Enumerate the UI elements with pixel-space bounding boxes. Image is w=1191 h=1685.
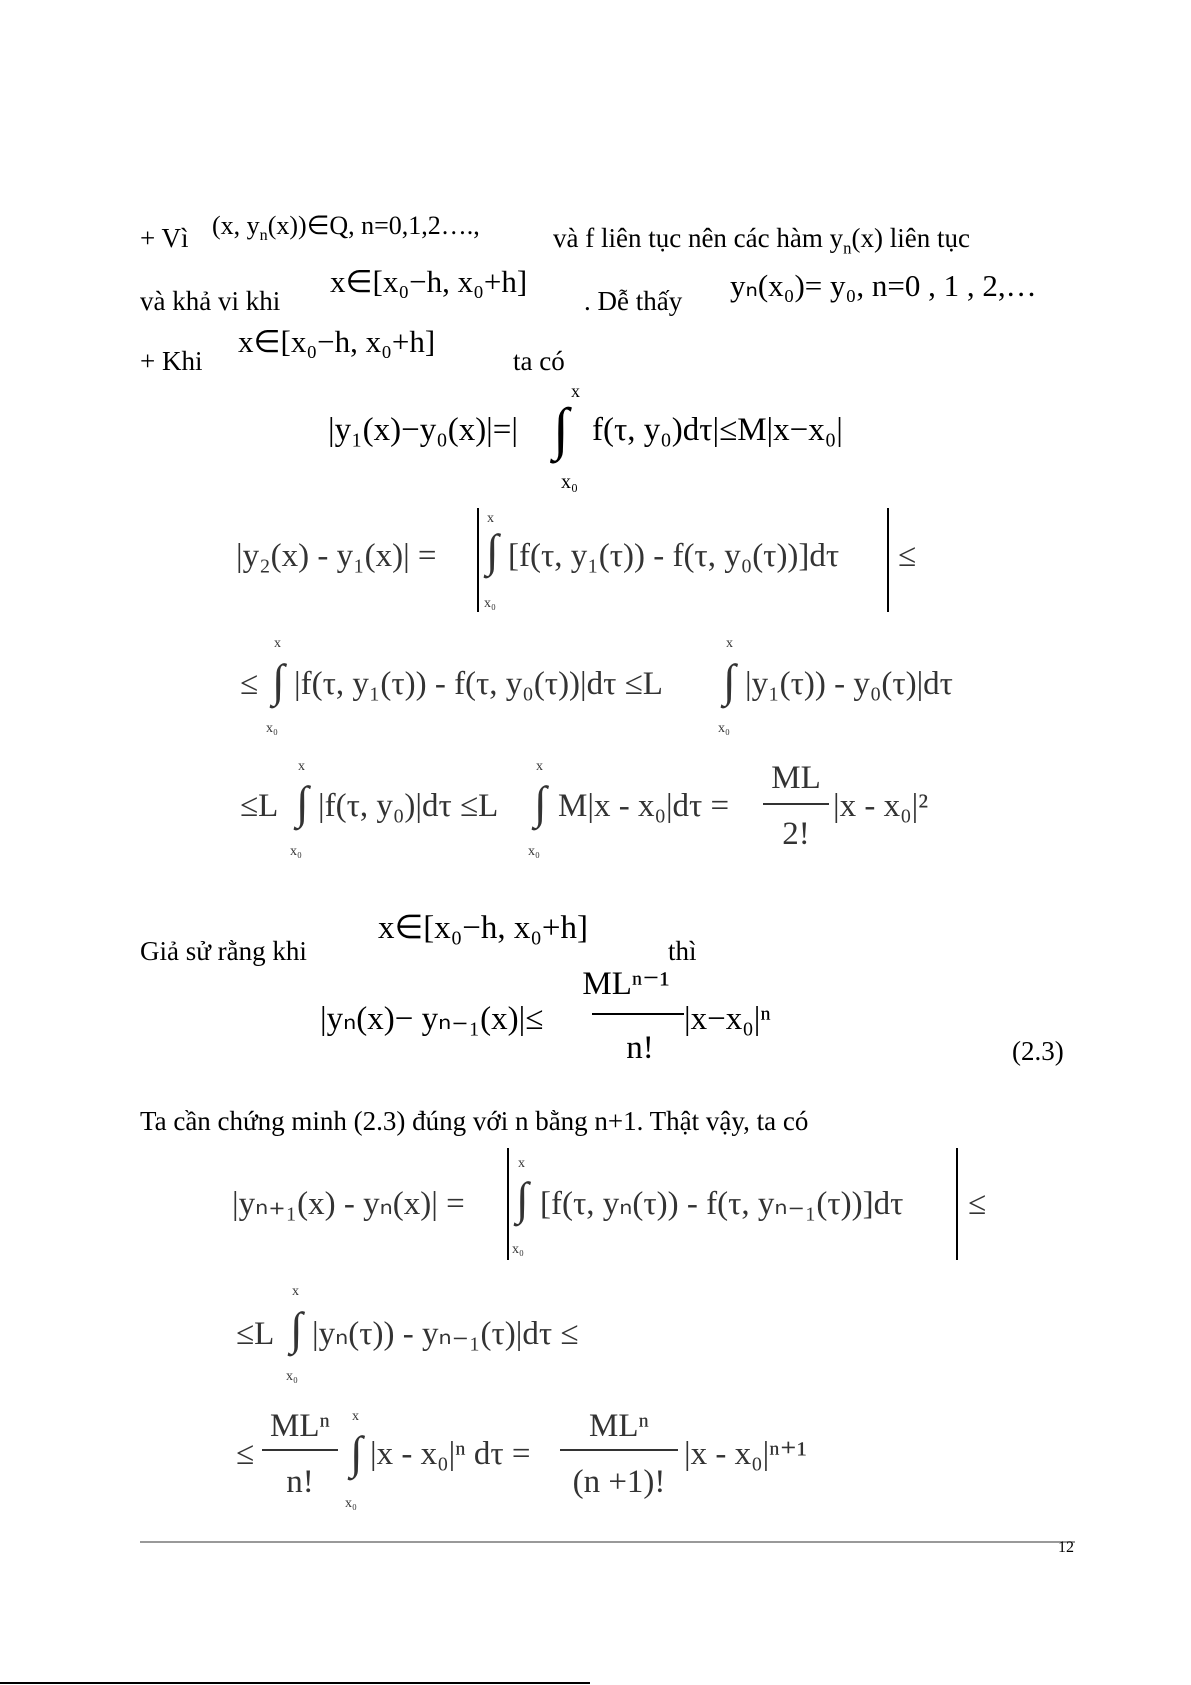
eq7-body-2: |yₙ(τ)) - yₙ₋₁(τ)|dτ ≤ bbox=[312, 1316, 579, 1352]
eq2-body: [f(τ, y₁(τ)) - f(τ, y₀(τ))]dτ bbox=[508, 538, 840, 574]
eq8-body: |x - x₀|ⁿ dτ = bbox=[370, 1436, 531, 1472]
text-kha-vi: và khả vi khi bbox=[140, 286, 281, 316]
text-de-thay: . Dễ thấy bbox=[584, 286, 683, 316]
eq4-frac-bar bbox=[763, 803, 829, 805]
eq4-integral-2: ∫ bbox=[534, 777, 547, 828]
eq2-le: ≤ bbox=[898, 538, 917, 574]
eq6-int-upper: x bbox=[518, 1156, 525, 1171]
eq1-left: |y₁(x)−y₀(x)|=| bbox=[328, 412, 519, 448]
eq7-int-upper: x bbox=[292, 1284, 299, 1299]
eq8-le: ≤ bbox=[236, 1436, 255, 1472]
eq1-right: f(τ, y₀)dτ|≤M|x−x₀| bbox=[592, 412, 843, 448]
math-vi-b: (x))∈Q, n=0,1,2…., bbox=[267, 211, 480, 240]
math-vi-a: (x, y bbox=[212, 211, 260, 240]
text-vi-suffix bbox=[553, 223, 970, 258]
eq4-int2-lower: x₀ bbox=[528, 844, 540, 859]
eq3-int1-lower: x₀ bbox=[266, 721, 278, 736]
eq8-frac2-bar bbox=[560, 1449, 678, 1451]
eq4-frac-den: 2! bbox=[782, 816, 810, 852]
eq5-tail: |x−x₀|ⁿ bbox=[684, 1001, 771, 1037]
eq4-int1-upper: x bbox=[298, 759, 305, 774]
eq3-body-1: |f(τ, y₁(τ)) - f(τ, y₀(τ))|dτ ≤L bbox=[294, 666, 663, 702]
eq3-le: ≤ bbox=[240, 666, 259, 702]
eq5-frac-num: MLⁿ⁻¹ bbox=[582, 966, 670, 1002]
text-vi-prefix: + Vì bbox=[140, 223, 189, 253]
eq8-int-upper: x bbox=[352, 1409, 359, 1424]
page-number: 12 bbox=[1058, 1539, 1074, 1556]
eq6-abs-left-bar bbox=[507, 1148, 509, 1260]
eq3-integral-2: ∫ bbox=[723, 655, 736, 706]
text-vi-suffix-sub: n bbox=[843, 238, 852, 258]
eq8-frac2-num: MLⁿ bbox=[589, 1408, 649, 1444]
math-vi-membership bbox=[212, 211, 480, 245]
eq2-integral-sign: ∫ bbox=[486, 525, 499, 576]
eq5-frac-den: n! bbox=[626, 1030, 654, 1066]
eq6-left: |yₙ₊₁(x) - yₙ(x)| = bbox=[232, 1186, 465, 1222]
footer-rule bbox=[140, 1541, 1075, 1543]
text-vi-suffix-b: (x) liên tục bbox=[851, 223, 970, 253]
eq2-abs-right-bar bbox=[887, 508, 889, 612]
eq6-le: ≤ bbox=[968, 1186, 987, 1222]
text-thi: thì bbox=[668, 936, 697, 966]
eq4-frac-num: ML bbox=[771, 760, 821, 796]
math-de-thay-eq: yₙ(x₀)= y₀, n=0 , 1 , 2,… bbox=[730, 268, 1037, 303]
eq1-int-upper: x bbox=[571, 381, 580, 401]
eq2-int-lower: x₀ bbox=[484, 596, 496, 611]
eq6-abs-right-bar bbox=[956, 1148, 958, 1260]
text-gia-su: Giả sử rằng khi bbox=[140, 936, 307, 966]
eq6-integral-sign: ∫ bbox=[516, 1173, 529, 1224]
eq8-tail: |x - x₀|ⁿ⁺¹ bbox=[684, 1436, 807, 1472]
eq4-integral-1: ∫ bbox=[296, 777, 309, 828]
eq3-integral-1: ∫ bbox=[272, 655, 285, 706]
eq2-int-upper: x bbox=[487, 511, 494, 526]
eq1-int-lower: x₀ bbox=[561, 471, 578, 493]
math-interval-3: x∈[x₀−h, x₀+h] bbox=[378, 910, 588, 946]
eq4-body-1: ≤L bbox=[240, 788, 279, 824]
text-vi-suffix-a: và f liên tục nên các hàm y bbox=[553, 223, 844, 253]
eq2-abs-left-bar bbox=[477, 508, 479, 612]
bottom-edge-rule bbox=[0, 1682, 590, 1684]
eq3-int1-upper: x bbox=[274, 636, 281, 651]
text-ta-co: ta có bbox=[513, 346, 565, 376]
eq4-tail: |x - x₀|² bbox=[833, 788, 929, 824]
eq4-body-2: |f(τ, y₀)|dτ ≤L bbox=[318, 788, 499, 824]
eq8-frac1-num: MLⁿ bbox=[270, 1408, 330, 1444]
eq5-frac-bar bbox=[592, 1013, 684, 1015]
eq4-int2-upper: x bbox=[536, 759, 543, 774]
eq8-frac1-bar bbox=[262, 1449, 338, 1451]
eq6-int-lower: x₀ bbox=[512, 1242, 524, 1257]
eq3-int2-upper: x bbox=[726, 636, 733, 651]
eq7-int-lower: x₀ bbox=[286, 1369, 298, 1384]
eq8-frac2-den: (n +1)! bbox=[572, 1464, 666, 1500]
eq3-int2-lower: x₀ bbox=[718, 721, 730, 736]
eq1-integral-sign: ∫ bbox=[553, 396, 569, 461]
eq7-integral-sign: ∫ bbox=[290, 1303, 303, 1354]
eq5-left: |yₙ(x)− yₙ₋₁(x)|≤ bbox=[320, 1001, 544, 1037]
eq4-int1-lower: x₀ bbox=[290, 844, 302, 859]
math-interval-1: x∈[x₀−h, x₀+h] bbox=[330, 264, 528, 299]
text-khi: + Khi bbox=[140, 346, 203, 376]
math-interval-2: x∈[x₀−h, x₀+h] bbox=[238, 324, 436, 359]
eq3-body-2: |y₁(τ)) - y₀(τ)|dτ bbox=[745, 666, 953, 702]
eq8-integral-sign: ∫ bbox=[350, 1427, 363, 1478]
text-ta-can: Ta cần chứng minh (2.3) đúng với n bằng n+1. Thật vậy, ta có bbox=[140, 1106, 809, 1136]
eq7-body-1: ≤L bbox=[236, 1316, 275, 1352]
eq4-body-3: M|x - x₀|dτ = bbox=[558, 788, 730, 824]
eq6-body: [f(τ, yₙ(τ)) - f(τ, yₙ₋₁(τ))]dτ bbox=[540, 1186, 904, 1222]
eq8-frac1-den: n! bbox=[286, 1464, 314, 1500]
eq8-int-lower: x₀ bbox=[345, 1496, 357, 1511]
math-vi-sub: n bbox=[259, 227, 268, 245]
eq-number-2-3: (2.3) bbox=[1012, 1036, 1064, 1066]
eq2-left: |y₂(x) - y₁(x)| = bbox=[236, 538, 437, 574]
